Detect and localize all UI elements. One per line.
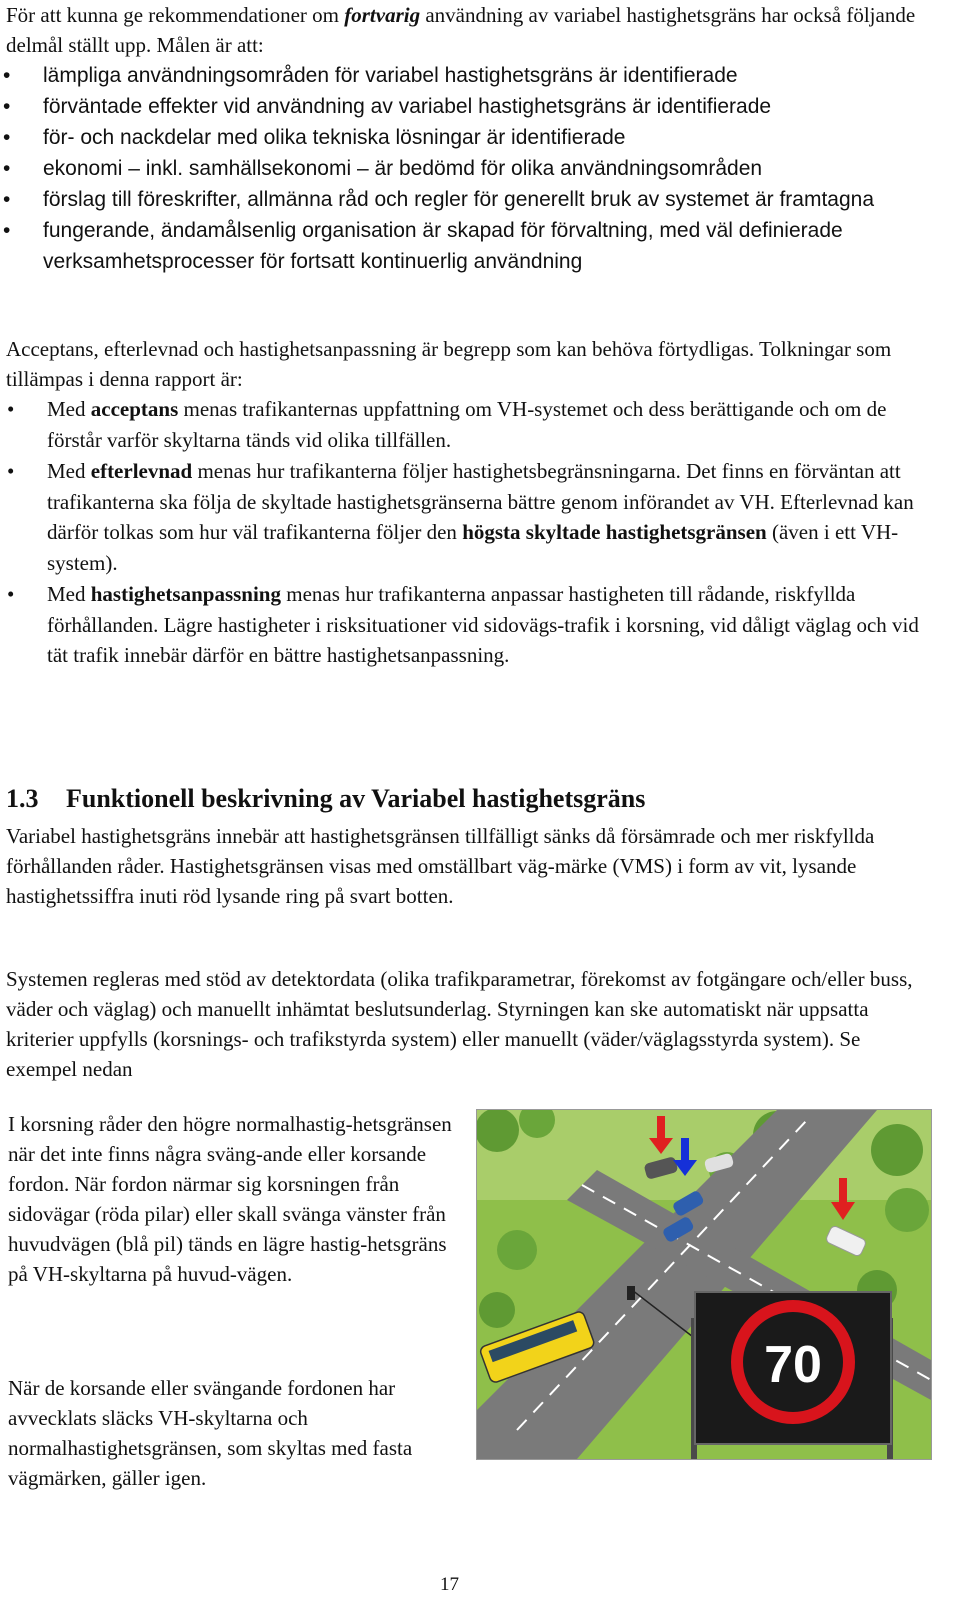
section-heading: [6, 782, 645, 816]
definition-hastighetsanpassning: • Med hastighetsanpassning menas hur trafikanterna anpassar hastigheten till rådande, riskfyllda förhållanden. Lägre hastigheter i risksituationer vid sidovägs-trafik i korsning, vid dåligt väglag och vid tät trafik innebär därför en bättre hastighetsanpassning.: [47, 579, 927, 671]
goals-list: [43, 60, 933, 277]
term-efterlevnad: efterlevnad: [90, 459, 193, 483]
definition-efterlevnad: • Med efterlevnad menas hur trafikanterna följer hastighetsbegränsningarna. Det finns en förväntan att trafikanterna ska följa de skyltade hastighetsgränserna bättre genom införandet av VH. Efterlevnad kan därför tolkas som hur väl trafikanterna följer den högsta skyltade hastighetsgränsen (även i ett VH-system).: [47, 456, 927, 578]
goal-item: • förväntade effekter vid användning av variabel hastighetsgräns är identifierade: [43, 91, 933, 122]
section-paragraph: Systemen regleras med stöd av detektordata (olika trafikparametrar, förekomst av fotgängare och/eller buss, väder och väglag) och manuellt inhämtat beslutsunderlag. Styrningen kan ske automatiskt när uppsatta kriterier uppfylls (korsnings- och trafikstyrda system) eller manuellt (väder/väglagsstyrda system). Se exempel nedan: [6, 967, 913, 1081]
section-title: Funktionell beskrivning av Variabel hastighetsgräns: [66, 784, 646, 813]
figure-caption-2: När de korsande eller svängande fordonen har avvecklats släcks VH-skyltarna och normalhastighetsgränsen, som skyltas med fasta vägmärken, gäller igen.: [8, 1376, 413, 1490]
vh-sign: [691, 1292, 893, 1459]
acceptance-intro: Acceptans, efterlevnad och hastighetsanpassning är begrepp som kan behöva förtydligas. Tolkningar som tillämpas i denna rapport är:: [6, 337, 892, 391]
goal-item: • för- och nackdelar med olika tekniska lösningar är identifierade: [43, 122, 933, 153]
intro-paragraph: För att kunna ge rekommendationer om fortvarig användning av variabel hastighetsgräns har också följande delmål ställt upp. Målen är att:: [6, 3, 916, 57]
intersection-illustration: [476, 1109, 932, 1460]
goal-item: • ekonomi – inkl. samhällsekonomi – är bedömd för olika användningsområden: [43, 153, 933, 184]
goal-item: • förslag till föreskrifter, allmänna råd och regler för generellt bruk av systemet är framtagna: [43, 184, 933, 215]
term-hastighetsanpassning: hastighetsanpassning: [90, 582, 281, 606]
term-hogsta-skyltade: högsta skyltade hastighetsgränsen: [462, 520, 767, 544]
goal-item: • fungerande, ändamålsenlig organisation är skapad för förvaltning, med väl definierade verksamhetsprocesser för fortsatt kontinuerlig användning: [43, 215, 933, 277]
definitions-list: [47, 394, 927, 672]
page-number: 17: [440, 1574, 459, 1595]
section-number: 1.3: [6, 784, 39, 813]
section-paragraph: Variabel hastighetsgräns innebär att hastighetsgränsen tillfälligt sänks då försämrade och mer riskfyllda förhållanden råder. Hastighetsgränsen visas med omställbart väg-märke (VMS) i form av vit, lysande hastighetssiffra inuti röd lysande ring på svart botten.: [6, 824, 875, 908]
definition-acceptans: • Med acceptans menas trafikanternas uppfattning om VH-systemet och dess berättigande och om de förstår varför skyltarna tänds vid olika tillfällen.: [47, 394, 927, 455]
intro-emphasis: fortvarig: [344, 3, 421, 27]
term-acceptans: acceptans: [90, 397, 179, 421]
sign-speed-value: 70: [764, 1336, 822, 1394]
goal-item: • lämpliga användningsområden för variabel hastighetsgräns är identifierade: [43, 60, 933, 91]
figure-caption-1: I korsning råder den högre normalhastig-hetsgränsen när det inte finns några sväng-ande eller korsande fordon. När fordon närmar sig korsningen från sidovägar (röda pilar) eller skall svänga vänster från huvudvägen (blå pil) tänds en lägre hastig-hetsgräns på VH-skyltarna på huvud-vägen.: [8, 1112, 452, 1286]
